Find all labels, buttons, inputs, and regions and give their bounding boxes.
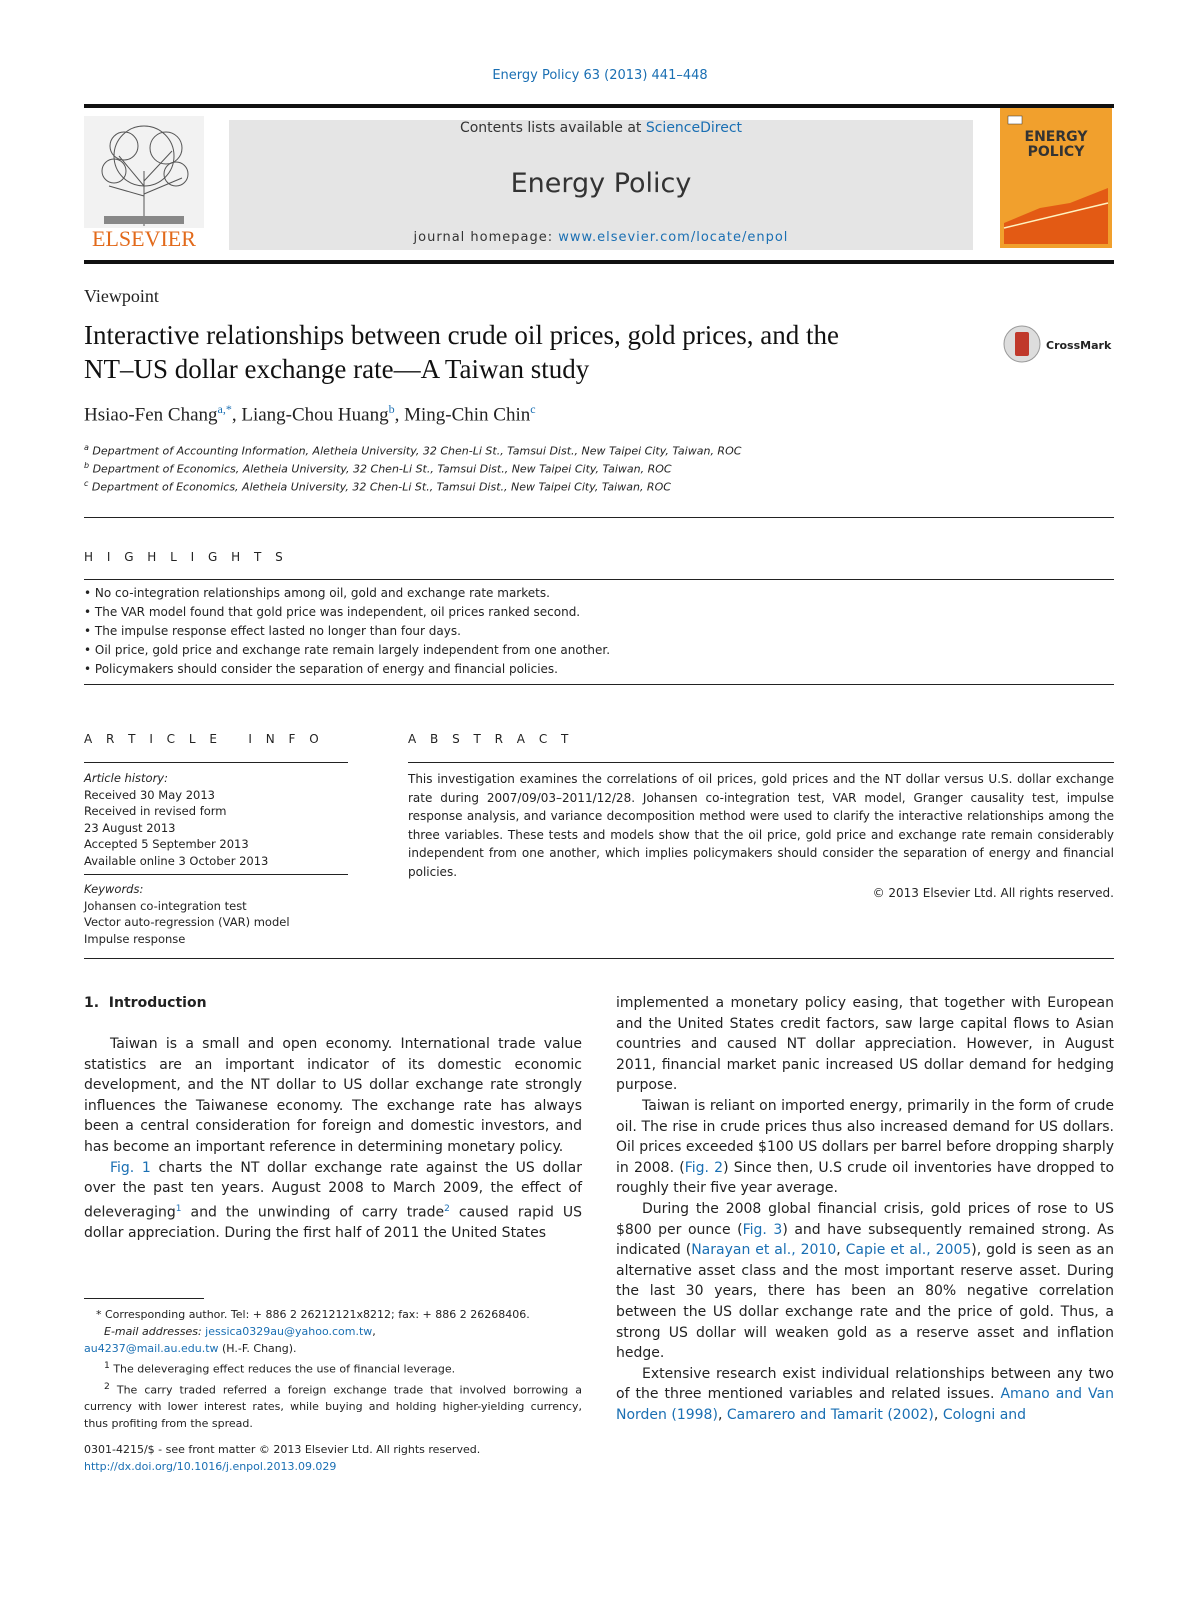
paragraph: implemented a monetary policy easing, that together with European and the United States credit factors, saw large capital flows to Asian countries and caused NT dollar appreciation. However, in August 2011, financial market panic increased US dollar demand for hedging purpose. (616, 995, 1114, 1094)
email-link[interactable]: jessica0329au@yahoo.com.tw (205, 1325, 373, 1338)
cover-title-2: POLICY (1027, 144, 1085, 160)
homepage-link[interactable]: www.elsevier.com/locate/enpol (558, 230, 789, 245)
reference-link[interactable]: Cologni and (942, 1406, 1027, 1423)
journal-banner (229, 120, 973, 250)
journal-title: Energy Policy (510, 168, 692, 199)
doi-link[interactable]: http://dx.doi.org/10.1016/j.enpol.2013.09.029 (84, 1460, 337, 1473)
footnotes: * Corresponding author. Tel: + 886 2 26212121x8212; fax: + 886 2 26268406. E-mail addresses: jessica0329au@yahoo.com.tw, au4237@mail.au.edu.tw (H.-F. Chang). $^1$ The deleveraging effect reduces the use of financial leverage. $^2$ The carry traded referred a foreign exchange trade that involved borrowing a currency with lower interest rates, while buying and holding higher-yielding currency, thus profiting from the spread. (84, 1308, 582, 1431)
intro-right-column (616, 993, 1114, 1425)
footnote-text: The deleveraging effect reduces the use of financial leverage. (109, 1362, 456, 1376)
crossmark-icon (1015, 332, 1029, 356)
highlights-heading: H I G H L I G H T S (84, 550, 288, 564)
affiliation: $^c$ Department of Economics, Aletheia University, 32 Chen-Li St., Tamsui Dist., New Taipei City, Taiwan, ROC (84, 479, 671, 494)
abstract-heading: A B S T R A C T (408, 732, 574, 746)
fig-link[interactable]: Fig. 1 (110, 1159, 151, 1176)
elsevier-logo (84, 116, 204, 251)
author-list: Hsiao-Fen Chang$^{a,*}$, Liang-Chou Huang$^b$, Ming-Chin Chin$^c$ (84, 402, 536, 426)
journal-citation[interactable]: Energy Policy 63 (2013) 441–448 (492, 68, 708, 83)
keywords: Keywords: Johansen co-integration test Vector auto-regression (VAR) model Impulse response (84, 881, 348, 947)
crossmark-badge[interactable] (1002, 323, 1114, 365)
footnote-divider (84, 1298, 204, 1299)
reference-link[interactable]: Capie et al., 2005 (845, 1242, 972, 1259)
paragraph: Fig. 1 charts the NT dollar exchange rate against the US dollar over the past ten years. August 2008 to March 2009, the effect of deleveraging$^1$ and the unwinding of carry trade$^2$ caused rapid US dollar appreciation. During the first half of 2011 the United States (84, 1159, 583, 1241)
author-affiliation-marker[interactable]: c (530, 402, 536, 416)
crossmark-label: CrossMark (1046, 339, 1112, 352)
highlight-item: • No co-integration relationships among oil, gold and exchange rate markets. (84, 586, 550, 600)
issn-line: 0301-4215/$ - see front matter © 2013 Elsevier Ltd. All rights reserved. (84, 1443, 481, 1456)
highlight-item: • The impulse response effect lasted no longer than four days. (84, 624, 461, 638)
elsevier-wordmark: ELSEVIER (92, 226, 196, 251)
journal-homepage: journal homepage: www.elsevier.com/locate/enpol (413, 230, 789, 245)
contents-line: Contents lists available at ScienceDirect (459, 120, 743, 136)
author-name: Ming-Chin Chin (404, 404, 531, 426)
reference-link[interactable]: Camarero and Tamarit (2002) (726, 1406, 934, 1423)
keyword: Impulse response (84, 931, 186, 946)
affiliation: $^b$ Department of Economics, Aletheia University, 32 Chen-Li St., Tamsui Dist., New Taipei City, Taiwan, ROC (84, 461, 672, 476)
footnote-text: The carry traded referred a foreign exchange trade that involved borrowing a currency with lower interest rates, while buying and holding higher-yielding currency, thus profiting from the spread. (84, 1383, 582, 1431)
email-link[interactable]: au4237@mail.au.edu.tw (84, 1342, 219, 1355)
intro-heading: 1. Introduction (84, 995, 207, 1011)
paragraph: Extensive research exist individual relationships between any two of the three mentioned variables and related issues. Amano and Van Norden (1998), Camarero and Tamarit (2002), Cologni and (616, 1365, 1115, 1423)
article-info-heading: A R T I C L E I N F O (84, 732, 324, 746)
author-affiliation-marker[interactable]: b (388, 402, 395, 416)
author-name: Hsiao-Fen Chang (84, 404, 218, 426)
divider (84, 579, 1114, 580)
abstract-copyright: © 2013 Elsevier Ltd. All rights reserved. (872, 886, 1114, 900)
reference-link[interactable]: Amano and Van Norden (1998) (616, 1386, 1115, 1423)
footnote-ref[interactable]: 2 (444, 1203, 450, 1214)
fig-link[interactable]: Fig. 3 (742, 1221, 783, 1238)
highlight-item: • The VAR model found that gold price was independent, oil prices ranked second. (84, 605, 581, 619)
journal-cover (1000, 108, 1112, 248)
paragraph: Taiwan is a small and open economy. International trade value statistics are an important indicator of its domestic economic development, and the NT dollar to US dollar exchange rate strongly influences the Taiwanese economy. The exchange rate has always been a central consideration for foreign and domestic investors, and has become an important reference in determining monetary policy. (84, 1036, 582, 1155)
keyword: Vector auto-regression (VAR) model (84, 915, 290, 929)
author-affiliation-marker[interactable]: a,* (217, 402, 232, 416)
article-title: Interactive relationships between crude oil prices, gold prices, and the NT–US dollar exchange rate—A Taiwan study (84, 320, 839, 384)
highlight-item: • Policymakers should consider the separation of energy and financial policies. (84, 662, 558, 676)
intro-left-column (84, 1034, 582, 1244)
divider (408, 762, 1114, 763)
sciencedirect-link[interactable]: ScienceDirect (645, 120, 743, 136)
paragraph: Taiwan is reliant on imported energy, primarily in the form of crude oil. The rise in crude prices thus also increased demand for US dollars. Oil prices exceeded $100 US dollars per barrel before dropping sharply in 2008. (Fig. 2) Since then, U.S crude oil inventories have dropped to roughly their five year average. (616, 1097, 1115, 1197)
author-name: Liang-Chou Huang (241, 404, 389, 426)
keyword: Johansen co-integration test (84, 898, 247, 913)
header-rule-bottom (84, 260, 1114, 264)
divider (84, 874, 348, 875)
paragraph: During the 2008 global financial crisis, gold prices of rose to US $800 per ounce (Fig. 3) and have subsequently remained strong. As indicated (Narayan et al., 2010, Capie et al., 2005), gold is seen as an alternative asset class and the most important reserve asset. During the last 30 years, there has been an 80% negative correlation between the US dollar exchange rate and the price of gold. Thus, a strong US dollar will weaken gold as a reserve asset and inflation hedge. (616, 1200, 1114, 1362)
divider (84, 958, 1114, 959)
highlights-list (84, 584, 610, 679)
highlight-item: • Oil price, gold price and exchange rate remain largely independent from one another. (84, 643, 611, 657)
divider (84, 517, 1114, 518)
footnote-corresponding: * Corresponding author. Tel: + 886 2 26212121x8212; fax: + 886 2 26268406. (96, 1308, 530, 1321)
fig-link[interactable]: Fig. 2 (684, 1159, 724, 1176)
header-rule-top (84, 104, 1114, 108)
article-history: Article history: Received 30 May 2013 Received in revised form 23 August 2013 Accepted 5 September 2013 Available online 3 October 2013 (84, 771, 269, 868)
divider (84, 684, 1114, 685)
affiliation: $^a$ Department of Accounting Information, Aletheia University, 32 Chen-Li St., Tamsui Dist., New Taipei City, Taiwan, ROC (84, 443, 742, 458)
abstract-text: This investigation examines the correlations of oil prices, gold prices and the NT dollar versus U.S. dollar exchange rate during 2007/09/03–2011/12/28. Johansen co-integration test, VAR model, Granger causality test, impulse response analysis, and variance decomposition method were used to clarify the interactive relationships among the three variables. These tests and models show that the oil price, gold price and exchange rate remain considerably independent from one another, which implies policymakers should consider the separation of energy and financial policies. (408, 772, 1114, 879)
reference-link[interactable]: Narayan et al., 2010 (691, 1242, 837, 1259)
section-label: Viewpoint (84, 286, 159, 306)
cover-title-1: ENERGY (1024, 129, 1088, 145)
footnote-ref[interactable]: 1 (175, 1203, 182, 1214)
divider (84, 762, 348, 763)
